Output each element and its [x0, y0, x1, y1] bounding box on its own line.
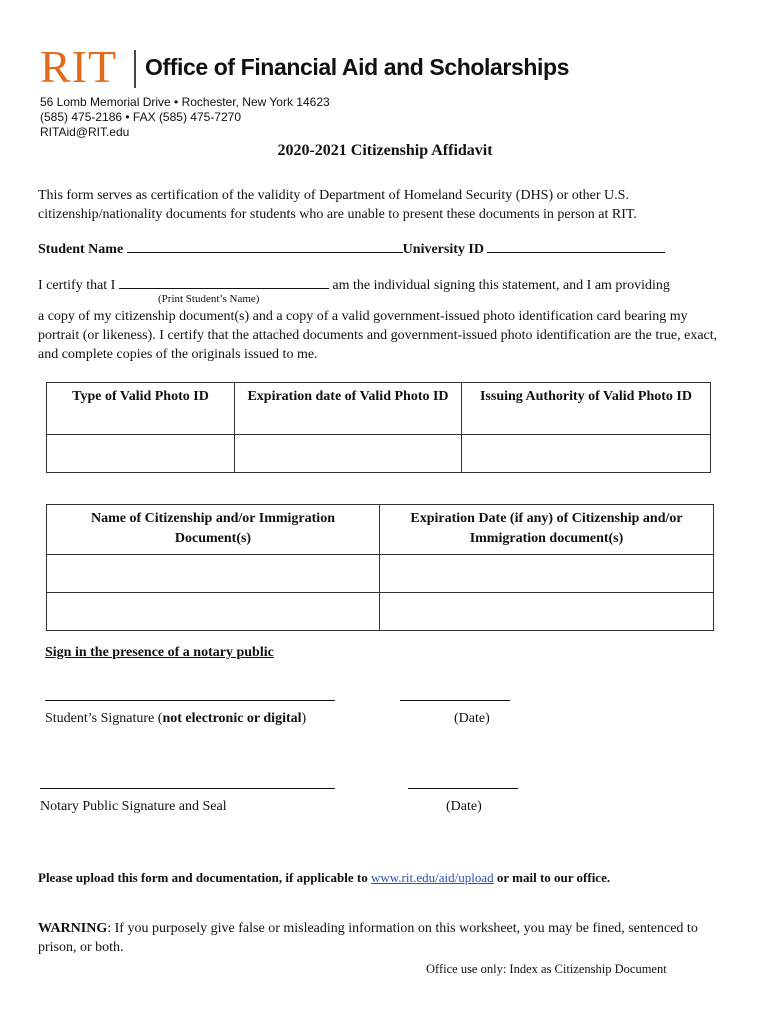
photo-id-authority-cell[interactable]: [462, 435, 711, 473]
student-date-label: (Date): [454, 711, 490, 726]
document-name-header: Name of Citizenship and/or Immigration Document(s): [47, 505, 380, 555]
university-id-label: University ID: [402, 242, 484, 257]
notary-signature-label: Notary Public Signature and Seal: [40, 799, 227, 814]
rit-logo: RIT: [40, 41, 118, 92]
photo-id-type-header: Type of Valid Photo ID: [47, 383, 235, 435]
office-use-note: Office use only: Index as Citizenship Document: [426, 962, 667, 976]
email-address: RITAid@RIT.edu: [40, 125, 130, 139]
student-sig-suffix: ): [301, 711, 307, 726]
notary-date-line[interactable]: [408, 788, 518, 789]
intro-paragraph: This form serves as certification of the validity of Department of Homeland Security (DHS) or other U.S. citizenship/nationality documents for students who are unable to present these documents in person at RIT.: [38, 188, 637, 222]
certify-prefix: I certify that I: [38, 278, 116, 293]
print-name-caption: (Print Student’s Name): [158, 293, 260, 305]
notary-heading: Sign in the presence of a notary public: [45, 645, 274, 660]
warning-text: : If you purposely give false or misleading information on this worksheet, you may be fined, sentenced to prison, or both.: [38, 921, 698, 955]
student-signature-label: [45, 712, 306, 726]
certify-row: [38, 276, 728, 295]
upload-instructions: [38, 870, 610, 886]
notary-signature-line[interactable]: [40, 788, 335, 789]
logo-divider: [134, 50, 136, 88]
document-expiration-cell[interactable]: [380, 555, 714, 593]
certify-suffix: am the individual signing this statement, and I am providing: [332, 278, 670, 293]
document-expiration-cell[interactable]: [380, 593, 714, 631]
photo-id-type-cell[interactable]: [47, 435, 235, 473]
document-expiration-header: Expiration Date (if any) of Citizenship and/or Immigration document(s): [380, 505, 714, 555]
form-title: 2020-2021 Citizenship Affidavit: [277, 142, 493, 159]
warning-paragraph: [38, 919, 728, 957]
student-signature-line[interactable]: [45, 700, 335, 701]
upload-link[interactable]: www.rit.edu/aid/upload: [370, 870, 494, 885]
student-sig-bold: not electronic or digital: [162, 711, 302, 726]
upload-prefix: Please upload this form and documentation, if applicable to: [38, 870, 368, 885]
document-name-cell[interactable]: [47, 555, 380, 593]
photo-id-table: [46, 382, 711, 473]
print-name-field[interactable]: [119, 276, 329, 289]
student-name-label: Student Name: [38, 242, 124, 257]
photo-id-authority-header: Issuing Authority of Valid Photo ID: [462, 383, 711, 435]
address-line: 56 Lomb Memorial Drive • Rochester, New York 14623: [40, 95, 330, 109]
citizenship-document-table: [46, 504, 714, 631]
student-name-field[interactable]: [127, 240, 403, 253]
university-id-field[interactable]: [487, 240, 665, 253]
photo-id-expiration-header: Expiration date of Valid Photo ID: [235, 383, 462, 435]
student-info-row: [38, 240, 728, 259]
student-sig-prefix: Student’s Signature (: [45, 711, 163, 726]
student-date-line[interactable]: [400, 700, 510, 701]
warning-label: WARNING: [38, 921, 108, 936]
document-name-cell[interactable]: [47, 593, 380, 631]
photo-id-expiration-cell[interactable]: [235, 435, 462, 473]
upload-suffix: or mail to our office.: [496, 870, 611, 885]
office-name: Office of Financial Aid and Scholarships: [145, 54, 570, 80]
certify-body: a copy of my citizenship document(s) and a copy of a valid government-issued photo identification card bearing my portrait (or likeness). I certify that the attached documents and government-issued photo identification are the true, exact, and complete copies of the originals issued to me.: [38, 309, 718, 362]
phone-line: (585) 475-2186 • FAX (585) 475-7270: [40, 110, 241, 124]
notary-date-label: (Date): [446, 799, 482, 814]
